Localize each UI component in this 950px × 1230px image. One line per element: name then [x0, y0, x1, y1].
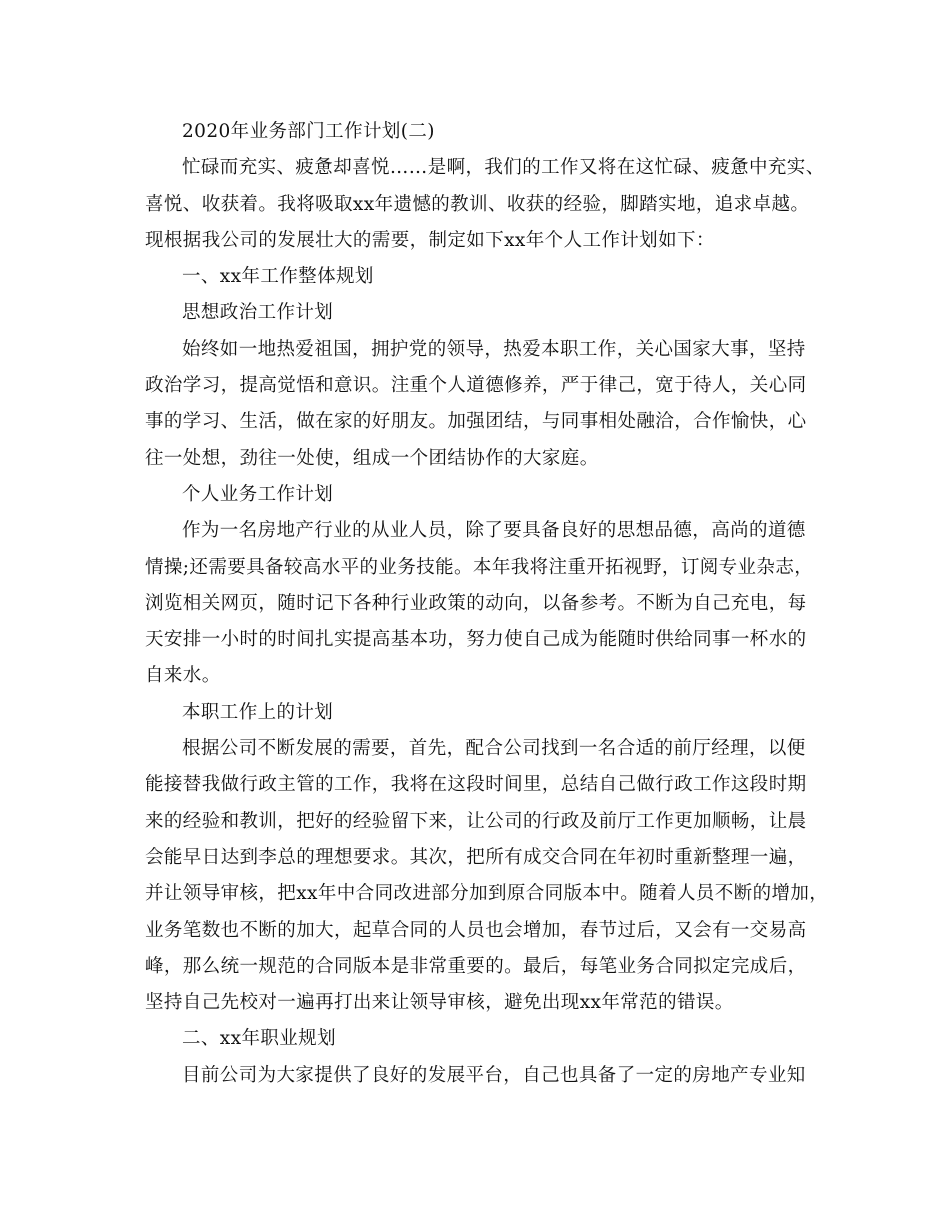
paragraph-intro-line: 喜悦、收获着。我将吸取xx年遗憾的教训、收获的经验，脚踏实地，追求卓越。	[145, 193, 810, 215]
paragraph-business-line: 自来水。	[145, 665, 221, 687]
paragraph-business-line: 情操;还需要具备较高水平的业务技能。本年我将注重开拓视野，订阅专业杂志，	[145, 556, 814, 578]
paragraph-duty-line: 来的经验和教训，把好的经验留下来，让公司的行政及前厅工作更加顺畅，让晨	[145, 810, 807, 832]
document-title: 2020年业务部门工作计划(二)	[182, 121, 435, 142]
paragraph-career-line: 目前公司为大家提供了良好的发展平台，自己也具备了一定的房地产专业知	[182, 1064, 806, 1086]
document-body	[145, 114, 829, 1094]
paragraph-ideology-line: 往一处想，劲往一处使，组成一个团结协作的大家庭。	[145, 447, 599, 469]
subheading-duty-plan: 本职工作上的计划	[182, 701, 334, 723]
paragraph-duty-line: 并让领导审核，把xx年中合同改进部分加到原合同版本中。随着人员不断的增加，	[145, 883, 829, 905]
section-heading-career-plan: 二、xx年职业规划	[182, 1028, 336, 1050]
paragraph-business-line: 天安排一小时的时间扎实提高基本功，努力使自己成为能随时供给同事一杯水的	[145, 629, 807, 651]
paragraph-duty-line: 坚持自己先校对一遍再打出来让领导审核，避免出现xx年常范的错误。	[145, 992, 734, 1014]
paragraph-duty-line: 会能早日达到李总的理想要求。其次，把所有成交合同在年初时重新整理一遍，	[145, 846, 807, 868]
paragraph-duty-line: 能接替我做行政主管的工作，我将在这段时间里，总结自己做行政工作这段时期	[145, 774, 807, 796]
section-heading-overall-plan: 一、xx年工作整体规划	[182, 266, 374, 288]
paragraph-duty-line: 业务笔数也不断的加大，起草合同的人员也会增加，春节过后，又会有一交易高	[145, 919, 807, 941]
subheading-ideology-plan: 思想政治工作计划	[182, 302, 334, 324]
paragraph-intro-line: 现根据我公司的发展壮大的需要，制定如下xx年个人工作计划如下：	[145, 229, 715, 251]
paragraph-business-line: 作为一名房地产行业的从业人员，除了要具备良好的思想品德，高尚的道德	[182, 520, 806, 542]
paragraph-ideology-line: 政治学习，提高觉悟和意识。注重个人道德修养，严于律己，宽于待人，关心同	[145, 375, 807, 397]
paragraph-ideology-line: 始终如一地热爱祖国，拥护党的领导，热爱本职工作，关心国家大事，坚持	[182, 338, 806, 360]
paragraph-ideology-line: 事的学习、生活，做在家的好朋友。加强团结，与同事相处融洽，合作愉快，心	[145, 411, 807, 433]
paragraph-intro-line: 忙碌而充实、疲惫却喜悦……是啊，我们的工作又将在这忙碌、疲惫中充实、	[182, 157, 825, 179]
paragraph-duty-line: 根据公司不断发展的需要，首先，配合公司找到一名合适的前厅经理，以便	[182, 738, 806, 760]
paragraph-business-line: 浏览相关网页，随时记下各种行业政策的动向，以备参考。不断为自己充电，每	[145, 592, 807, 614]
paragraph-duty-line: 峰，那么统一规范的合同版本是非常重要的。最后，每笔业务合同拟定完成后，	[145, 955, 807, 977]
subheading-business-plan: 个人业务工作计划	[182, 483, 334, 505]
